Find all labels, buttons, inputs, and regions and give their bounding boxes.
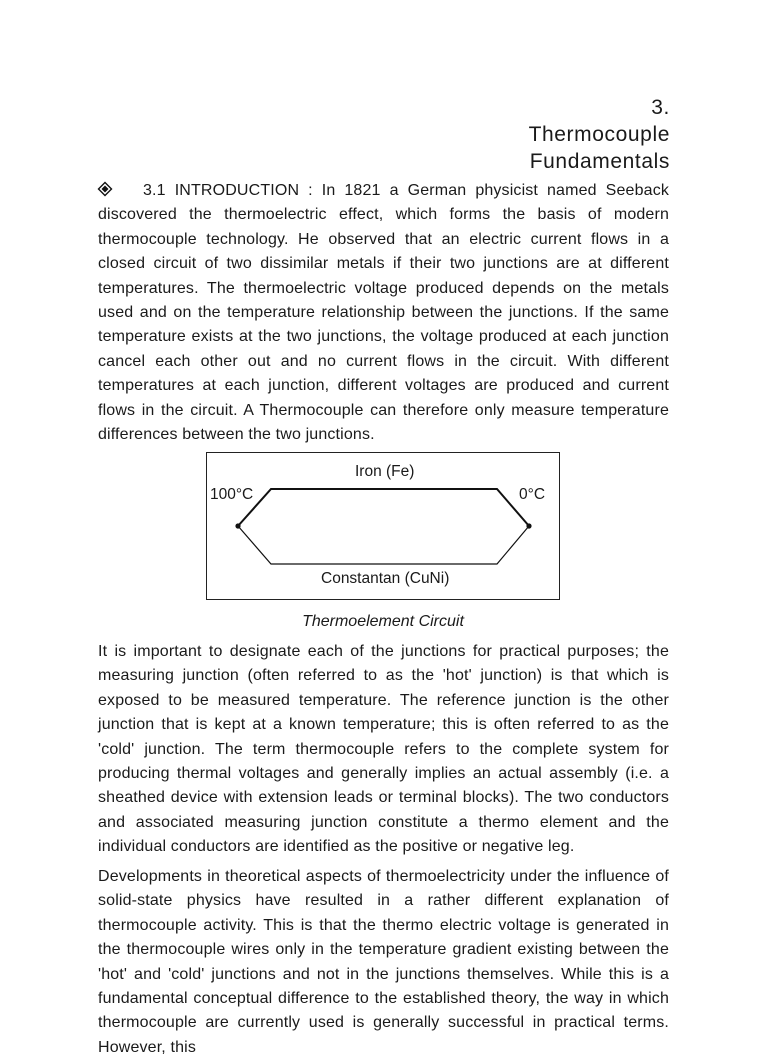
constantan-wire: [238, 526, 529, 564]
chapter-title-line-1: Thermocouple: [528, 123, 670, 146]
figure-caption: Thermoelement Circuit: [302, 613, 464, 630]
introduction-text: 3.1 INTRODUCTION : In 1821 a German physicist named Seeback discovered the thermoelectric effect, which forms the basis of modern thermocouple technology. He observed that an electric current flows in a closed circuit of two dissimilar metals if their two junctions are at different temperatures. The thermoelectric voltage produced depends on the metals used and on the temperature relationship between the junctions. If the same temperature exists at the two junctions, the voltage produced at each junction cancel each other out and no current flows in the circuit. With different temperatures at each junction, different voltages are produced and current flows in the circuit. A Thermocouple can therefore only measure temperature differences between the two junctions.: [98, 182, 669, 444]
thermoelement-circuit-diagram: [206, 452, 560, 600]
hot-junction-dot: [235, 523, 240, 528]
developments-paragraph: Developments in theoretical aspects of thermoelectricity under the influence of solid-state physics have resulted in a rather different explanation of thermocouple activity. This is that the thermo electric voltage is generated in the thermocouple wires only in the temperature gradient existing between the 'hot' and 'cold' junctions and not in the junctions themselves. While this is a fundamental conceptual difference to the established theory, the way in which thermocouple are currently used is generally successful in practical terms. However, this: [98, 868, 669, 1056]
iron-label: Iron (Fe): [355, 463, 415, 480]
iron-wire: [238, 489, 529, 526]
hot-junction-label: 100°C: [210, 486, 254, 503]
cold-junction-label: 0°C: [519, 486, 546, 503]
chapter-number: 3.: [651, 96, 670, 119]
chapter-heading: [420, 94, 670, 175]
introduction-paragraph: [98, 179, 669, 447]
chapter-title-line-2: Fundamentals: [529, 150, 670, 173]
cold-junction-dot: [526, 523, 531, 528]
junctions-paragraph: It is important to designate each of the junctions for practical purposes; the measuring junction (often referred to as the 'hot' junction) is that which is exposed to be measured temperature. The reference junction is the other junction that is kept at a known temperature; this is often referred to as the 'cold' junction. The term thermocouple refers to the complete system for producing thermal voltages and generally implies an actual assembly (i.e. a sheathed device with extension leads or terminal blocks). The two conductors and associated measuring junction constitute a thermo element and the individual conductors are identified as the positive or negative leg.: [98, 643, 669, 856]
diamond-bullet-icon: [98, 182, 112, 196]
constantan-label: Constantan (CuNi): [321, 570, 450, 587]
